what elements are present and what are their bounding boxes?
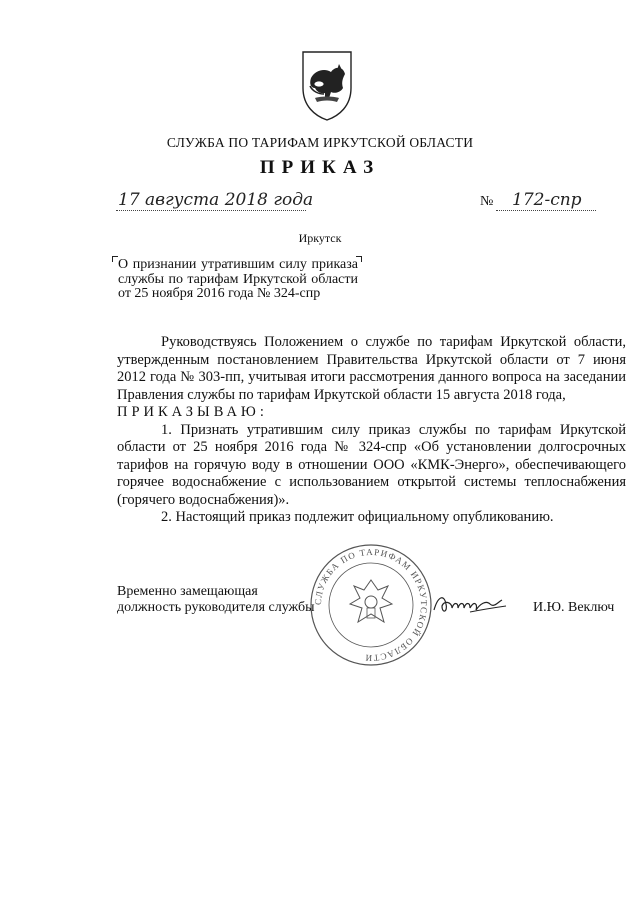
signer-position-line-2: должность руководителя службы bbox=[117, 600, 315, 615]
handwritten-date: 17 августа 2018 года bbox=[118, 190, 314, 210]
order-item-2: 2. Настоящий приказ подлежит официальному опубликованию. bbox=[161, 509, 554, 525]
signer-name: И.Ю. Веключ bbox=[533, 600, 615, 615]
number-label: № bbox=[480, 194, 494, 209]
signer-position bbox=[117, 584, 315, 616]
document-title: ПРИКАЗ bbox=[259, 157, 381, 178]
city-name: Иркутск bbox=[298, 231, 342, 245]
handwritten-number: 172-спр bbox=[512, 190, 582, 210]
coat-of-arms-icon bbox=[297, 48, 357, 122]
order-word: ПРИКАЗЫВАЮ: bbox=[117, 404, 268, 420]
handwritten-signature-icon bbox=[430, 590, 510, 620]
agency-name: СЛУЖБА ПО ТАРИФАМ ИРКУТСКОЙ ОБЛАСТИ bbox=[166, 135, 474, 150]
date-underline bbox=[116, 210, 306, 211]
stamp-text: СЛУЖБА ПО ТАРИФАМ ИРКУТСКОЙ ОБЛАСТИ bbox=[312, 546, 430, 664]
number-underline bbox=[496, 210, 596, 211]
intro-paragraph: Руководствуясь Положением о службе по тарифам Иркутской области, утвержденным постановлением Правительства Иркутской области от 7 июня 2012 года № 303-пп, учитывая итоги рассмотрения данного вопроса на заседании Правления службы по тарифам Иркутской области 15 августа 2018 года, bbox=[117, 334, 626, 403]
signer-position-line-1: Временно замещающая bbox=[117, 584, 258, 599]
order-item-1: 1. Признать утратившим силу приказ службы по тарифам Иркутской области от 25 ноября 2016 года № 324-спр «Об установлении долгосрочных тарифов на горячую воду в отношении ООО «КМК-Энерго», обеспечивающего горячее водоснабжение с использованием открытой системы теплоснабжения (горячего водоснабжения)». bbox=[117, 421, 626, 508]
document-subject: О признании утратившим силу приказа службы по тарифам Иркутской области от 25 ноября 2016 года № 324-спр bbox=[118, 257, 358, 301]
document-body bbox=[117, 334, 626, 527]
official-seal-icon bbox=[308, 542, 434, 668]
svg-text:СЛУЖБА ПО ТАРИФАМ ИРКУТСКОЙ ОБ bbox=[313, 547, 429, 663]
